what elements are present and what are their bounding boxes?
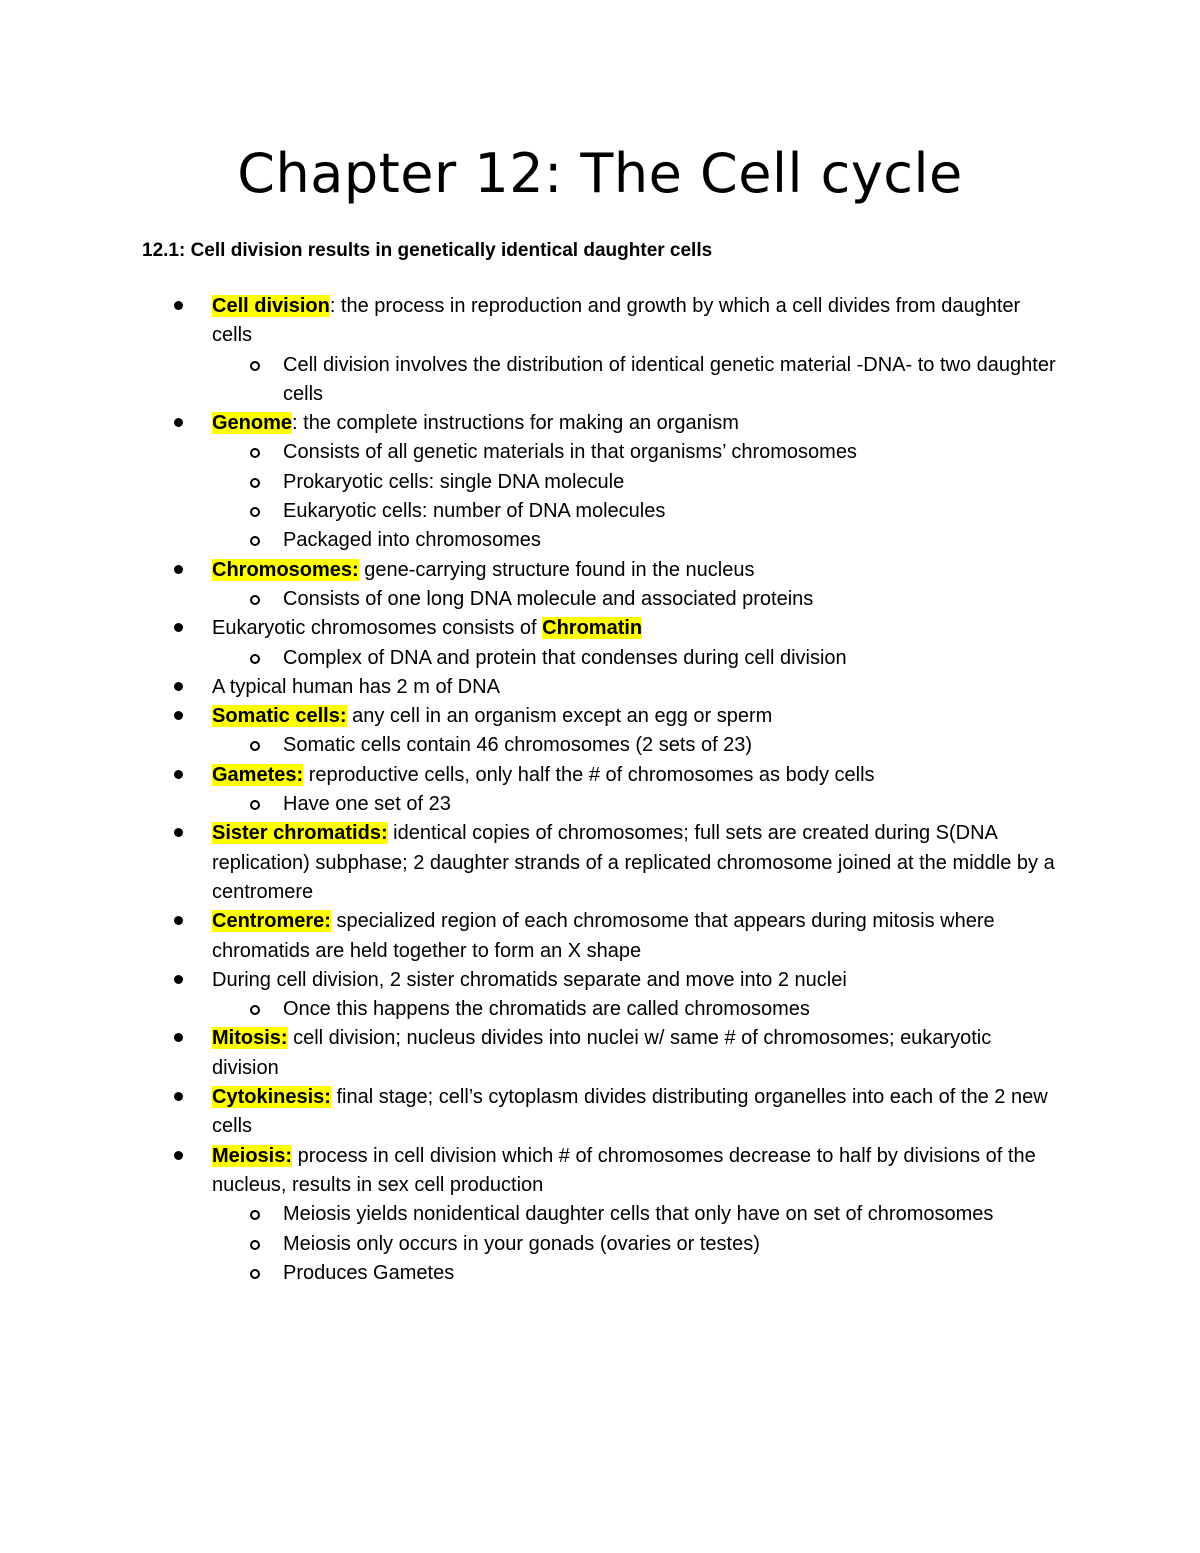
notes-list — [0, 292, 1200, 1288]
filled-bullet-icon — [174, 770, 183, 779]
page-title: Chapter 12: The Cell cycle — [237, 142, 963, 205]
hollow-bullet-icon — [250, 478, 260, 488]
item-text: specialized region of each chromosome that appears during mitosis where chromatids are held together to form an X shape — [212, 910, 995, 962]
sub-bullet-item — [0, 1259, 1063, 1288]
highlighted-term: Chromatin — [542, 617, 643, 640]
bullet-item — [0, 673, 1062, 702]
hollow-bullet-icon — [250, 800, 260, 810]
sub-bullet-item — [0, 351, 1063, 410]
item-text: Eukaryotic chromosomes consists of — [212, 617, 543, 640]
item-text: Prokaryotic cells: single DNA molecule — [283, 470, 625, 493]
item-text: Meiosis yields nonidentical daughter cells that only have on set of chromosomes — [283, 1203, 994, 1226]
sub-bullet-item — [0, 438, 1063, 467]
filled-bullet-icon — [174, 975, 183, 984]
item-text: Eukaryotic cells: number of DNA molecules — [283, 500, 666, 523]
item-text: identical copies of chromosomes; full sets are created during S(DNA replication) subphase; 2 daughter strands of a replicated chromosome joined at the middle by a centromere — [212, 822, 1055, 903]
bullet-item — [0, 702, 1062, 731]
highlighted-term: Sister chromatids: — [212, 822, 388, 845]
bullet-item — [0, 1083, 1062, 1142]
hollow-bullet-icon — [250, 1210, 260, 1220]
highlighted-term: Cytokinesis: — [212, 1086, 331, 1109]
filled-bullet-icon — [174, 1151, 183, 1160]
item-text: any cell in an organism except an egg or sperm — [346, 705, 773, 728]
bullet-item — [0, 409, 1062, 438]
hollow-bullet-icon — [250, 536, 260, 546]
sub-bullet-item — [0, 585, 1063, 614]
sub-bullet-item — [0, 790, 1063, 819]
item-text: : the complete instructions for making an organism — [292, 412, 739, 435]
bullet-item — [0, 1142, 1062, 1201]
hollow-bullet-icon — [250, 595, 260, 605]
filled-bullet-icon — [174, 623, 183, 632]
item-text: Somatic cells contain 46 chromosomes (2 sets of 23) — [283, 734, 753, 757]
highlighted-term: Meiosis: — [212, 1144, 293, 1167]
item-text: gene-carrying structure found in the nucleus — [358, 558, 755, 581]
item-text: Meiosis only occurs in your gonads (ovaries or testes) — [283, 1232, 760, 1255]
filled-bullet-icon — [174, 418, 183, 427]
filled-bullet-icon — [174, 828, 183, 837]
item-text: Have one set of 23 — [283, 793, 451, 816]
hollow-bullet-icon — [250, 448, 260, 458]
sub-bullet-item — [0, 644, 1063, 673]
sub-bullet-item — [0, 468, 1063, 497]
highlighted-term: Cell division — [212, 295, 330, 317]
item-text: Once this happens the chromatids are called chromosomes — [283, 998, 810, 1021]
hollow-bullet-icon — [250, 1269, 260, 1279]
hollow-bullet-icon — [250, 1005, 260, 1015]
hollow-bullet-icon — [250, 1240, 260, 1250]
filled-bullet-icon — [174, 301, 183, 310]
hollow-bullet-icon — [250, 654, 260, 664]
section-heading: 12.1: Cell division results in genetically identical daughter cells — [142, 240, 713, 261]
sub-bullet-item — [0, 526, 1063, 555]
item-text: cell division; nucleus divides into nuclei w/ same # of chromosomes; eukaryotic division — [212, 1027, 992, 1079]
item-text: Consists of all genetic materials in that organisms’ chromosomes — [283, 441, 857, 464]
sub-bullet-item — [0, 731, 1063, 760]
bullet-item — [0, 819, 1062, 907]
bullet-item — [0, 907, 1062, 966]
item-text: During cell division, 2 sister chromatids separate and move into 2 nuclei — [212, 968, 847, 991]
sub-bullet-item — [0, 1230, 1063, 1259]
sub-bullet-item — [0, 995, 1063, 1024]
sub-bullet-item — [0, 497, 1063, 526]
hollow-bullet-icon — [250, 741, 260, 751]
item-text: final stage; cell’s cytoplasm divides distributing organelles into each of the 2 new cells — [212, 1086, 1048, 1138]
item-text: reproductive cells, only half the # of chromosomes as body cells — [303, 763, 875, 786]
item-text: Produces Gametes — [283, 1261, 455, 1284]
item-text: A typical human has 2 m of DNA — [212, 675, 500, 698]
hollow-bullet-icon — [250, 361, 260, 371]
filled-bullet-icon — [174, 682, 183, 691]
filled-bullet-icon — [174, 1092, 183, 1101]
sub-bullet-item — [0, 1200, 1063, 1229]
item-text: Complex of DNA and protein that condenses during cell division — [283, 646, 847, 669]
bullet-item — [0, 966, 1062, 995]
bullet-item — [0, 614, 1062, 643]
highlighted-term: Chromosomes: — [212, 558, 359, 581]
filled-bullet-icon — [174, 711, 183, 720]
item-text: Cell division involves the distribution of identical genetic material -DNA- to two daughter cells — [283, 353, 1056, 405]
highlighted-term: Centromere: — [212, 910, 331, 933]
filled-bullet-icon — [174, 916, 183, 925]
bullet-item — [0, 1024, 1062, 1083]
bullet-item — [0, 761, 1062, 790]
item-text: process in cell division which # of chromosomes decrease to half by divisions of the nucleus, results in sex cell production — [212, 1144, 1036, 1196]
item-text: : the process in reproduction and growth by which a cell divides from daughter cells — [212, 295, 1021, 347]
bullet-item — [0, 292, 1062, 351]
highlighted-term: Somatic cells: — [212, 705, 347, 728]
highlighted-term: Genome — [212, 412, 293, 435]
hollow-bullet-icon — [250, 507, 260, 517]
filled-bullet-icon — [174, 1033, 183, 1042]
highlighted-term: Mitosis: — [212, 1027, 288, 1050]
item-text: Consists of one long DNA molecule and associated proteins — [283, 587, 814, 610]
bullet-item — [0, 556, 1062, 585]
highlighted-term: Gametes: — [212, 763, 304, 786]
filled-bullet-icon — [174, 565, 183, 574]
item-text: Packaged into chromosomes — [283, 529, 541, 552]
